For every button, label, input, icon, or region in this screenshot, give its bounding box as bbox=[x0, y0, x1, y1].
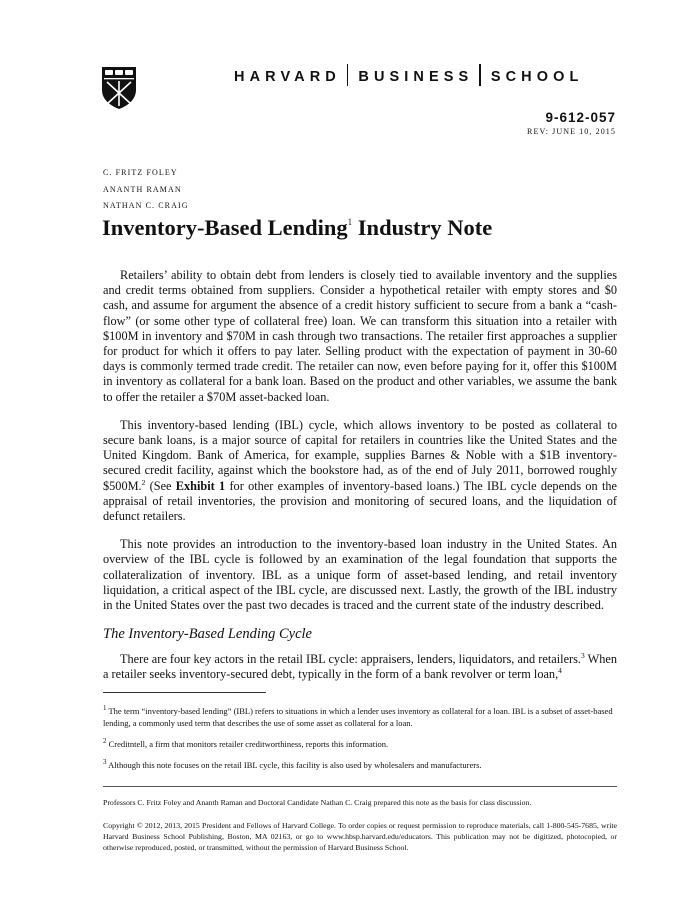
footnote-text: The term “inventory-based lending” (IBL) refers to situations in which a lender uses inventory as collateral for a loan. IBL is a subset of asset-based lending, a commonly used term that describes the use of some asset as collateral for a loan. bbox=[103, 705, 613, 728]
paragraph: Retailers’ ability to obtain debt from lenders is closely tied to available inventory and the supplies and credit terms obtained from suppliers. Consider a hypothetical retailer with empty stores and $0 cash, and assume for argument the absence of a credit history sufficient to secure from a bank a “cash-flow” (or some other type of collateral free) loan. We can transform this situation into a retailer with $100M in inventory and $70M in cash through two transactions. The retailer first approaches a supplier for product for which it offers to pay later. Selling product with the expectation of payment in 30-60 days is commonly termed trade credit. The retailer can now, even before paying for it, offer this $100M in inventory as collateral for a bank loan. Based on the product and other variables, we assume the bank to offer the retailer a $70M asset-backed loan. bbox=[103, 268, 617, 404]
section-heading: The Inventory-Based Lending Cycle bbox=[103, 626, 312, 643]
wordmark-harvard: HARVARD bbox=[234, 69, 341, 85]
footnote-mark: 1 bbox=[103, 704, 107, 712]
revision-date: REV: JUNE 10, 2015 bbox=[527, 127, 616, 136]
paragraph bbox=[103, 652, 617, 682]
footnote bbox=[103, 735, 617, 750]
paragraph: This note provides an introduction to the inventory-based loan industry in the United States. An overview of the IBL cycle is followed by an examination of the legal foundation that supports the collateralization of inventory. IBL as a unique form of asset-based lending, and retail inventory liquidation, a critical aspect of the IBL cycle, are discussed next. Lastly, the growth of the IBL industry in the United States over the past two decades is traced and the current state of the industry described. bbox=[103, 537, 617, 613]
footnote-mark: 2 bbox=[103, 736, 107, 745]
footnote-divider bbox=[103, 692, 266, 693]
paragraph-text: (See bbox=[145, 478, 176, 493]
preparation-note: Professors C. Fritz Foley and Ananth Raman and Doctoral Candidate Nathan C. Craig prepared this note as the basis for class discussion. bbox=[103, 798, 532, 807]
exhibit-reference: Exhibit 1 bbox=[175, 478, 226, 493]
document-number: 9-612-057 bbox=[545, 110, 616, 125]
footnote-mark: 3 bbox=[103, 757, 107, 766]
title-footnote-ref: 1 bbox=[347, 217, 353, 227]
wordmark-divider bbox=[347, 64, 349, 86]
document-body bbox=[103, 268, 617, 696]
footnote-ref: 4 bbox=[558, 666, 562, 676]
hbs-shield-logo bbox=[101, 66, 137, 110]
author-name: ANANTH RAMAN bbox=[103, 184, 182, 194]
footnote-ref: 2 bbox=[141, 477, 146, 487]
wordmark-divider bbox=[479, 64, 481, 86]
copyright-notice: Copyright © 2012, 2013, 2015 President and Fellows of Harvard College. To order copies or request permission to reproduce materials, call 1-800-545-7685, write Harvard Business School Publishing, Boston, MA 02163, or go to www.hbsp.harvard.edu/educators. This publication may not be digitized, photocopied, or otherwise reproduced, posted, or transmitted, without the permission of Harvard Business School. bbox=[103, 821, 617, 852]
title-main: Inventory-Based Lending bbox=[102, 215, 348, 240]
author-list bbox=[103, 165, 189, 215]
footnotes bbox=[103, 702, 617, 776]
footnote-ref: 3 bbox=[580, 651, 585, 661]
school-wordmark bbox=[234, 64, 583, 86]
paragraph-text: There are four key actors in the retail IBL cycle: appraisers, lenders, liquidators, and retailers. bbox=[120, 652, 581, 667]
footnote-text: Although this note focuses on the retail IBL cycle, this facility is also used by wholesalers and manufacturers. bbox=[108, 759, 482, 770]
footnote-text: Creditntell, a firm that monitors retailer creditworthiness, reports this information. bbox=[108, 738, 389, 749]
footnote bbox=[103, 756, 617, 771]
paragraph bbox=[103, 418, 617, 524]
page-title bbox=[102, 215, 492, 241]
title-suffix: Industry Note bbox=[352, 215, 493, 240]
author-name: C. FRITZ FOLEY bbox=[103, 168, 178, 177]
wordmark-business: BUSINESS bbox=[358, 69, 474, 85]
footer-divider bbox=[103, 786, 617, 787]
paragraph-text: This inventory-based lending (IBL) cycle, which allows inventory to be posted as collateral to secure bank loans, is a major source of capital for retailers in countries like the United States and the United Kingdom. Bank of America, for example, supplies Barnes & Noble with a $1B inventory-secured credit facility, against which the bookstore had, as of the end of July 2011, borrowed roughly $500M. bbox=[103, 417, 617, 493]
wordmark-school: SCHOOL bbox=[490, 69, 584, 85]
footnote bbox=[103, 702, 617, 729]
author-name: NATHAN C. CRAIG bbox=[103, 201, 189, 210]
paragraph-text: for other examples of inventory-based loans.) The IBL cycle depends on the appraisal of retail inventories, the provision and monitoring of secured loans, and the liquidation of defunct retailers. bbox=[103, 478, 617, 524]
paragraph-text: When a retailer seeks inventory-secured debt, typically in the form of a bank revolver or term loan, bbox=[103, 652, 617, 682]
